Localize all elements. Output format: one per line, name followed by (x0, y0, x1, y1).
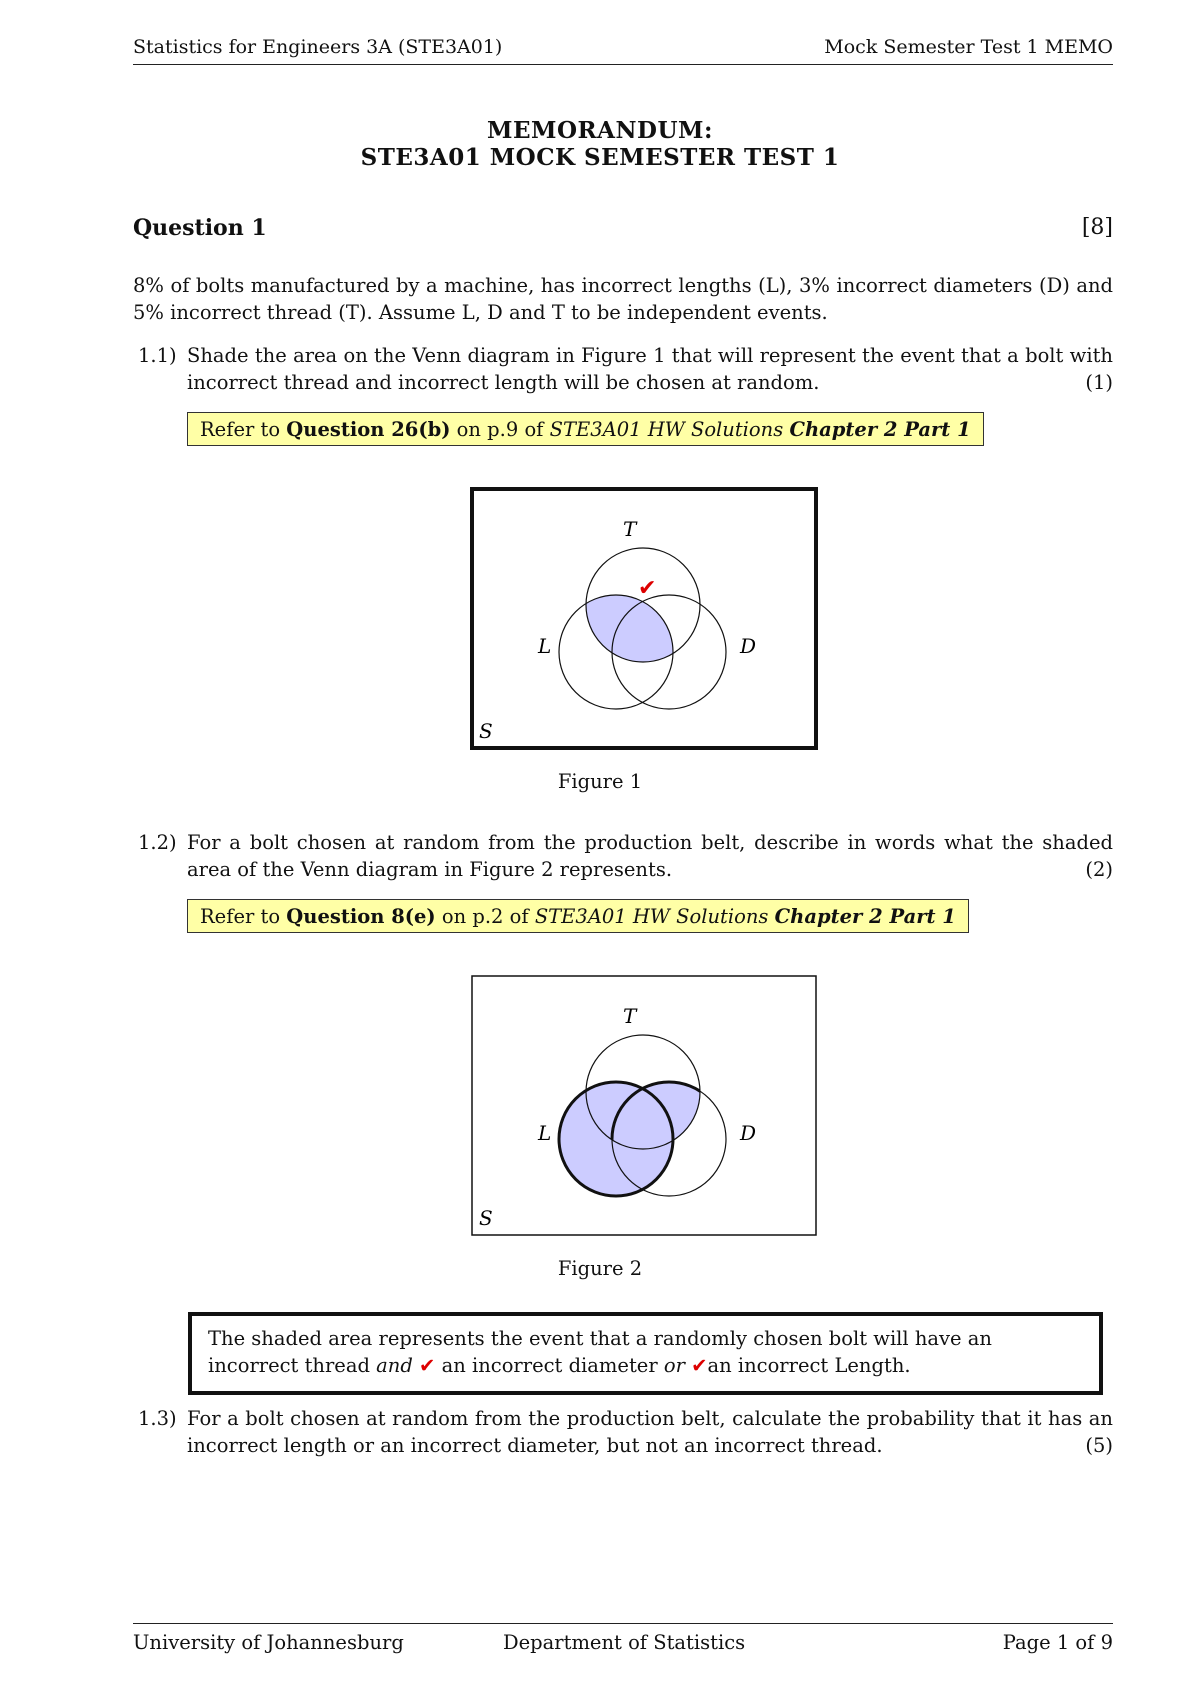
q1-3-text: For a bolt chosen at random from the production belt, calculate the probability that it has an incorrect length or an incorrect diameter, but not an incorrect thread. (187, 1407, 1113, 1457)
answer-box (188, 1312, 1103, 1395)
question-title: Question 1 (133, 215, 267, 241)
footer-university: University of Johannesburg (133, 1631, 404, 1654)
footer-page-number: Page 1 of 9 (1002, 1631, 1113, 1654)
answer-part2: an incorrect diameter (441, 1354, 658, 1377)
label-t: T (623, 1004, 637, 1028)
q1-3-marks: (5) (1085, 1434, 1113, 1457)
ref-source: STE3A01 HW Solutions (549, 418, 784, 441)
check-mark-icon: ✔ (691, 1354, 708, 1377)
figure-1-caption: Figure 1 (557, 770, 643, 793)
q1-2-reference-box (187, 899, 969, 933)
header-course: Statistics for Engineers 3A (STE3A01) (133, 36, 503, 58)
label-t: T (623, 517, 637, 541)
ref-page: on p.9 of (456, 418, 544, 441)
ref-chapter: Chapter 2 Part 1 (789, 418, 971, 441)
memo-subtitle: STE3A01 MOCK SEMESTER TEST 1 (360, 144, 840, 171)
ref-prefix: Refer to (200, 905, 281, 928)
answer-or: or (663, 1354, 685, 1377)
answer-and: and (376, 1354, 413, 1377)
answer-part3: an incorrect Length. (707, 1354, 911, 1377)
ref-page: on p.2 of (441, 905, 529, 928)
q1-1-text: Shade the area on the Venn diagram in Figure 1 that will represent the event that a bolt with incorrect thread and incorrect length will be chosen at random. (187, 344, 1113, 394)
header-doc-title: Mock Semester Test 1 MEMO (824, 36, 1113, 58)
ref-question: Question 8(e) (286, 905, 436, 928)
label-d: D (740, 634, 757, 658)
ref-source: STE3A01 HW Solutions (534, 905, 769, 928)
ref-chapter: Chapter 2 Part 1 (774, 905, 956, 928)
label-s: S (479, 1206, 493, 1230)
label-s: S (479, 719, 493, 743)
footer-department: Department of Statistics (503, 1631, 746, 1654)
answer-part1: The shaded area represents the event that a randomly chosen bolt will have an incorrect thread (208, 1327, 992, 1377)
check-mark-icon: ✔ (638, 576, 657, 601)
memo-title: MEMORANDUM: (487, 117, 713, 144)
q1-1-reference-box (187, 412, 984, 446)
footer-rule (133, 1623, 1113, 1624)
venn-diagram-figure-1 (470, 487, 820, 752)
ref-question: Question 26(b) (286, 418, 451, 441)
ref-prefix: Refer to (200, 418, 281, 441)
check-mark-icon: ✔ (419, 1354, 436, 1377)
figure-2-caption: Figure 2 (557, 1257, 643, 1280)
question-marks: [8] (1081, 215, 1113, 240)
question-intro: 8% of bolts manufactured by a machine, has incorrect lengths (L), 3% incorrect diameters (D) and 5% incorrect thread (T). Assume L, D and T to be independent events. (133, 274, 1113, 324)
q1-1-number: 1.1) (138, 344, 177, 367)
label-l: L (538, 1121, 552, 1145)
q1-2-text: For a bolt chosen at random from the production belt, describe in words what the shaded area of the Venn diagram in Figure 2 represents. (187, 831, 1113, 881)
q1-3-number: 1.3) (138, 1407, 177, 1430)
label-d: D (740, 1121, 757, 1145)
q1-2-number: 1.2) (138, 831, 177, 854)
q1-1-marks: (1) (1085, 371, 1113, 394)
label-l: L (538, 634, 552, 658)
header-rule (133, 64, 1113, 65)
venn-diagram-figure-2 (470, 974, 820, 1239)
q1-2-marks: (2) (1085, 858, 1113, 881)
